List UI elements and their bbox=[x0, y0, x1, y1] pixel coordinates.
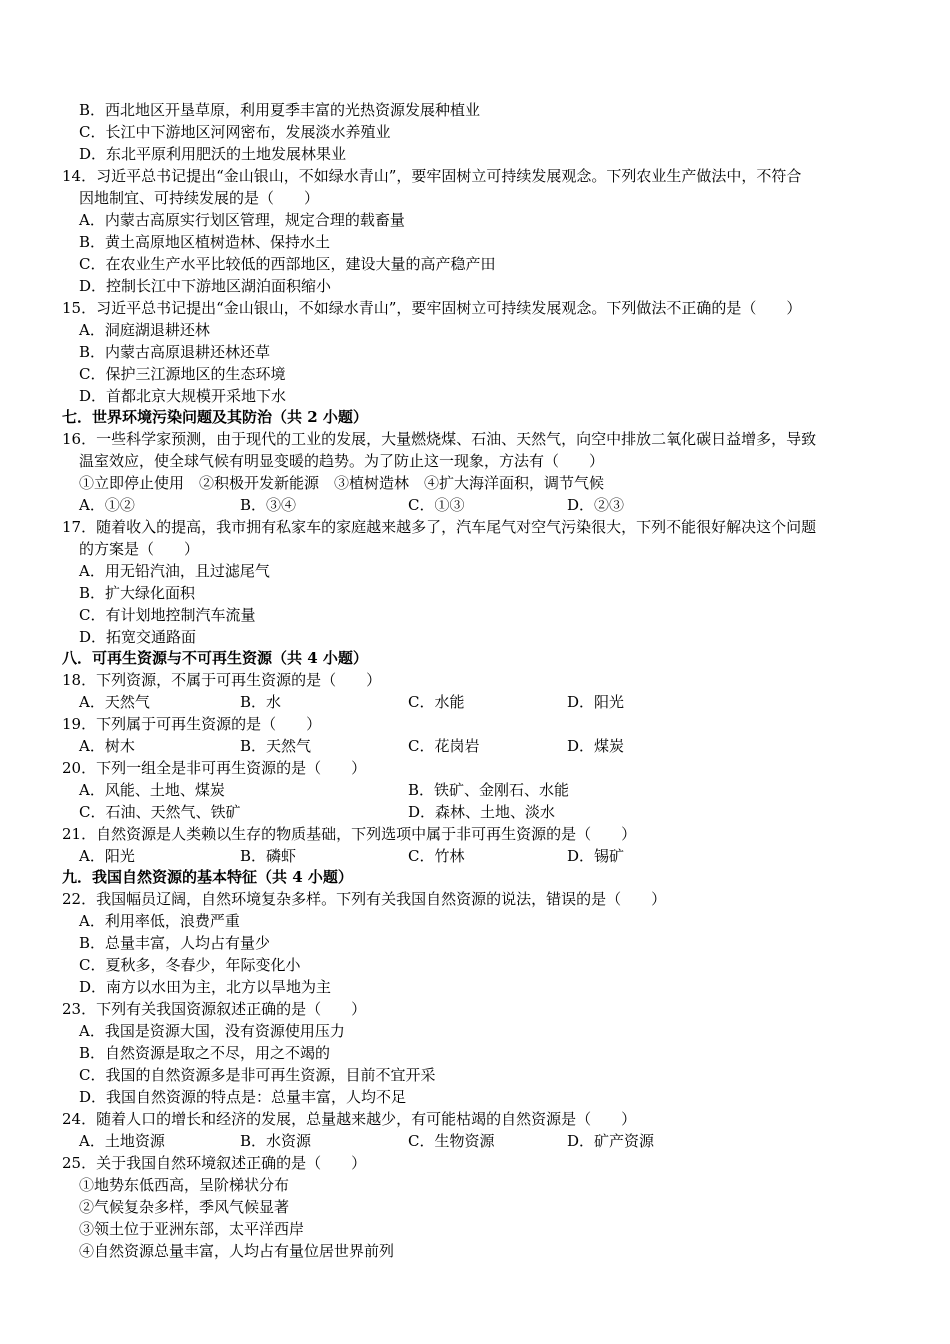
question-17: 17．随着收入的提高，我市拥有私家车的家庭越来越多了，汽车尾气对空气污染很大，下列不能很好解决这个问题 bbox=[62, 518, 817, 536]
option-text: C．保护三江源地区的生态环境 bbox=[79, 365, 286, 383]
option-text: D．②③ bbox=[567, 496, 625, 514]
section-heading-7: 七．世界环境污染问题及其防治（共 2 小题） bbox=[62, 408, 368, 426]
question-14: 14．习近平总书记提出“金山银山，不如绿水青山”，要牢固树立可持续发展观念。下列农业生产做法中，不符合 bbox=[62, 167, 802, 185]
option-text: A．①② bbox=[79, 496, 135, 514]
option-text: D．首都北京大规模开采地下水 bbox=[79, 387, 287, 405]
option-text: B．黄土高原地区植树造林、保持水土 bbox=[79, 233, 331, 251]
option-text: C．石油、天然气、铁矿 bbox=[79, 803, 241, 821]
option-text: D．锡矿 bbox=[567, 847, 625, 865]
option-text: C．有计划地控制汽车流量 bbox=[79, 606, 256, 624]
option-text: B．总量丰富，人均占有量少 bbox=[79, 934, 271, 952]
question-21: 21．自然资源是人类赖以生存的物质基础，下列选项中属于非可再生资源的是（ ） bbox=[62, 825, 637, 843]
option-text: D．煤炭 bbox=[567, 737, 625, 755]
option-text: A．树木 bbox=[79, 737, 135, 755]
option-text: C．在农业生产水平比较低的西部地区，建设大量的高产稳产田 bbox=[79, 255, 496, 273]
question-22: 22．我国幅员辽阔，自然环境复杂多样。下列有关我国自然资源的说法，错误的是（ ） bbox=[62, 890, 667, 908]
question-18: 18．下列资源，不属于可再生资源的是（ ） bbox=[62, 671, 382, 689]
option-text: C．竹林 bbox=[408, 847, 465, 865]
option-text: C．我国的自然资源多是非可再生资源，目前不宜开采 bbox=[79, 1066, 436, 1084]
question-16-items: ①立即停止使用 ②积极开发新能源 ③植树造林 ④扩大海洋面积，调节气候 bbox=[79, 474, 605, 492]
option-text: B．自然资源是取之不尽，用之不竭的 bbox=[79, 1044, 331, 1062]
option-text: A．我国是资源大国，没有资源使用压力 bbox=[79, 1022, 345, 1040]
question-19: 19．下列属于可再生资源的是（ ） bbox=[62, 715, 322, 733]
option-text: C．①③ bbox=[408, 496, 465, 514]
question-20: 20．下列一组全是非可再生资源的是（ ） bbox=[62, 759, 367, 777]
option-text: D．阳光 bbox=[567, 693, 625, 711]
section-heading-8: 八．可再生资源与不可再生资源（共 4 小题） bbox=[62, 649, 368, 667]
option-text: A．内蒙古高原实行划区管理，规定合理的载畜量 bbox=[79, 211, 405, 229]
option-text: D．矿产资源 bbox=[567, 1132, 655, 1150]
question-24: 24．随着人口的增长和经济的发展，总量越来越少，有可能枯竭的自然资源是（ ） bbox=[62, 1110, 637, 1128]
question-14-cont: 因地制宜、可持续发展的是（ ） bbox=[79, 189, 320, 207]
question-17-cont: 的方案是（ ） bbox=[79, 540, 200, 558]
option-text: C．长江中下游地区河网密布，发展淡水养殖业 bbox=[79, 123, 391, 141]
section-heading-9: 九．我国自然资源的基本特征（共 4 小题） bbox=[62, 868, 353, 886]
option-text: B．水资源 bbox=[240, 1132, 312, 1150]
option-text: B．西北地区开垦草原，利用夏季丰富的光热资源发展种植业 bbox=[79, 101, 481, 119]
option-text: D．拓宽交通路面 bbox=[79, 628, 197, 646]
question-16: 16．一些科学家预测，由于现代的工业的发展，大量燃烧煤、石油、天然气，向空中排放二氧化碳日益增多，导致 bbox=[62, 430, 817, 448]
option-text: C．生物资源 bbox=[408, 1132, 495, 1150]
statement-item: ③领土位于亚洲东部，太平洋西岸 bbox=[79, 1220, 305, 1238]
option-text: D．控制长江中下游地区湖泊面积缩小 bbox=[79, 277, 332, 295]
option-text: D．森林、土地、淡水 bbox=[408, 803, 556, 821]
statement-item: ①地势东低西高，呈阶梯状分布 bbox=[79, 1176, 290, 1194]
option-text: C．水能 bbox=[408, 693, 465, 711]
option-text: B．扩大绿化面积 bbox=[79, 584, 196, 602]
option-text: A．阳光 bbox=[79, 847, 135, 865]
option-text: A．用无铅汽油，且过滤尾气 bbox=[79, 562, 270, 580]
option-text: A．利用率低，浪费严重 bbox=[79, 912, 240, 930]
question-16-cont: 温室效应，使全球气候有明显变暖的趋势。为了防止这一现象，方法有（ ） bbox=[79, 452, 605, 470]
option-text: B．天然气 bbox=[240, 737, 312, 755]
question-15: 15．习近平总书记提出“金山银山，不如绿水青山”，要牢固树立可持续发展观念。下列做法不正确的是（ ） bbox=[62, 299, 802, 317]
option-text: B．水 bbox=[240, 693, 282, 711]
option-text: C．花岗岩 bbox=[408, 737, 480, 755]
question-25: 25．关于我国自然环境叙述正确的是（ ） bbox=[62, 1154, 367, 1172]
option-text: B．磷虾 bbox=[240, 847, 297, 865]
statement-item: ②气候复杂多样，季风气候显著 bbox=[79, 1198, 290, 1216]
option-text: B．铁矿、金刚石、水能 bbox=[408, 781, 570, 799]
question-23: 23．下列有关我国资源叙述正确的是（ ） bbox=[62, 1000, 367, 1018]
option-text: B．③④ bbox=[240, 496, 297, 514]
option-text: A．天然气 bbox=[79, 693, 150, 711]
statement-item: ④自然资源总量丰富，人均占有量位居世界前列 bbox=[79, 1242, 395, 1260]
option-text: C．夏秋多，冬春少，年际变化小 bbox=[79, 956, 301, 974]
option-text: B．内蒙古高原退耕还林还草 bbox=[79, 343, 271, 361]
option-text: D．我国自然资源的特点是：总量丰富，人均不足 bbox=[79, 1088, 407, 1106]
option-text: A．土地资源 bbox=[79, 1132, 165, 1150]
option-text: D．南方以水田为主，北方以旱地为主 bbox=[79, 978, 332, 996]
option-text: D．东北平原利用肥沃的土地发展林果业 bbox=[79, 145, 347, 163]
option-text: A．洞庭湖退耕还林 bbox=[79, 321, 210, 339]
option-text: A．风能、土地、煤炭 bbox=[79, 781, 225, 799]
